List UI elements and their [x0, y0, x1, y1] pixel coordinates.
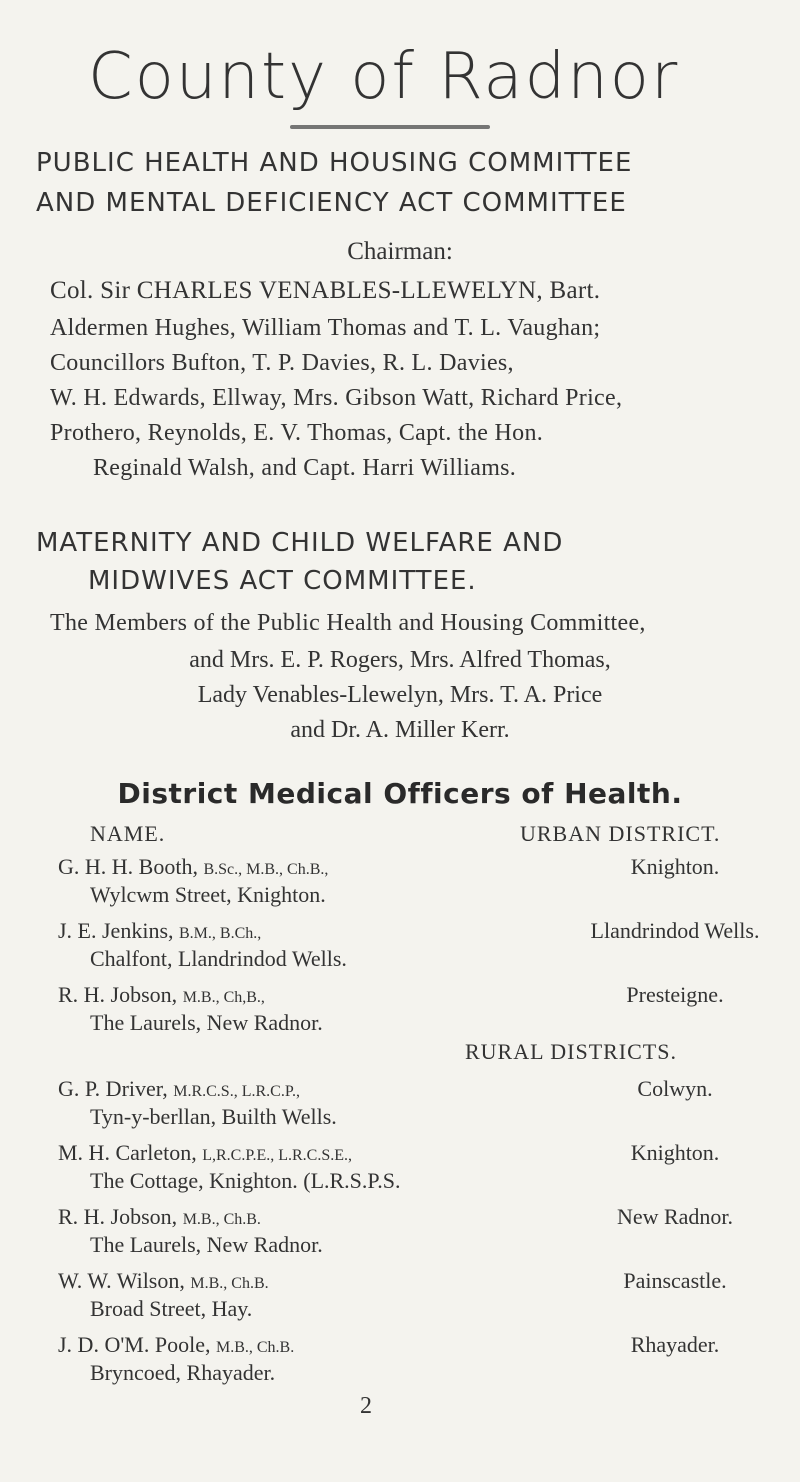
chairman-label: Chairman:	[347, 238, 453, 265]
officer-name: R. H. Jobson, M.B., Ch,B.,	[58, 982, 265, 1007]
officer-name: W. W. Wilson, M.B., Ch.B.	[58, 1268, 269, 1293]
committee-heading-line-2: AND MENTAL DEFICIENCY ACT COMMITTEE	[36, 188, 627, 218]
officer-address: The Cottage, Knighton. (L.R.S.P.S.	[90, 1168, 401, 1193]
maternity-heading-line-2: MIDWIVES ACT COMMITTEE.	[88, 566, 477, 596]
officer-name: M. H. Carleton, L,R.C.P.E., L.R.C.S.E.,	[58, 1140, 353, 1165]
urban-district-header: URBAN DISTRICT.	[520, 821, 721, 846]
maternity-members-line: and Dr. A. Miller Kerr.	[290, 717, 510, 743]
officer-district: New Radnor.	[616, 1204, 734, 1229]
maternity-members-line: Lady Venables-Llewelyn, Mrs. T. A. Price	[197, 682, 603, 708]
officer-address: Wylcwm Street, Knighton.	[90, 882, 326, 907]
district-officers-heading: District Medical Officers of Health.	[117, 777, 683, 810]
officer-district: Colwyn.	[637, 1076, 713, 1101]
officer-district: Llandrindod Wells.	[590, 918, 760, 943]
officer-district: Rhayader.	[630, 1332, 720, 1357]
committee-members-line: Reginald Walsh, and Capt. Harri Williams.	[93, 455, 517, 481]
officer-district: Presteigne.	[626, 982, 724, 1007]
officer-address: The Laurels, New Radnor.	[90, 1010, 323, 1035]
officer-address: Bryncoed, Rhayader.	[90, 1360, 276, 1385]
chairman-name: Col. Sir CHARLES VENABLES-LLEWELYN, Bart.	[50, 277, 601, 304]
committee-heading-line-1: PUBLIC HEALTH AND HOUSING COMMITTEE	[36, 148, 633, 178]
officer-name: J. E. Jenkins, B.M., B.Ch.,	[58, 918, 262, 943]
rural-districts-header: RURAL DISTRICTS.	[465, 1039, 677, 1064]
maternity-members-line: The Members of the Public Health and Housing Committee,	[50, 610, 646, 636]
name-column-header: NAME.	[90, 821, 166, 846]
officer-name: R. H. Jobson, M.B., Ch.B.	[58, 1204, 261, 1229]
officer-address: The Laurels, New Radnor.	[90, 1232, 323, 1257]
committee-members-line: Prothero, Reynolds, E. V. Thomas, Capt. the Hon.	[50, 420, 544, 446]
officer-address: Chalfont, Llandrindod Wells.	[90, 946, 347, 971]
officer-district: Knighton.	[630, 854, 720, 879]
officer-district: Painscastle.	[623, 1268, 727, 1293]
maternity-members-line: and Mrs. E. P. Rogers, Mrs. Alfred Thomas,	[189, 647, 611, 673]
officer-name: J. D. O'M. Poole, M.B., Ch.B.	[58, 1332, 295, 1357]
page-number: 2	[360, 1393, 372, 1419]
maternity-heading-line-1: MATERNITY AND CHILD WELFARE AND	[36, 528, 564, 558]
officer-name: G. H. H. Booth, B.Sc., M.B., Ch.B.,	[58, 854, 329, 879]
committee-members-line: W. H. Edwards, Ellway, Mrs. Gibson Watt, Richard Price,	[50, 385, 623, 411]
officer-name: G. P. Driver, M.R.C.S., L.R.C.P.,	[58, 1076, 300, 1101]
officer-address: Broad Street, Hay.	[90, 1296, 253, 1321]
officer-address: Tyn-y-berllan, Builth Wells.	[90, 1104, 337, 1129]
committee-members-line: Councillors Bufton, T. P. Davies, R. L. Davies,	[50, 350, 514, 376]
committee-members-line: Aldermen Hughes, William Thomas and T. L. Vaughan;	[50, 315, 601, 341]
county-title: County of Radnor	[88, 40, 680, 114]
officer-district: Knighton.	[630, 1140, 720, 1165]
title-rule	[290, 125, 490, 129]
